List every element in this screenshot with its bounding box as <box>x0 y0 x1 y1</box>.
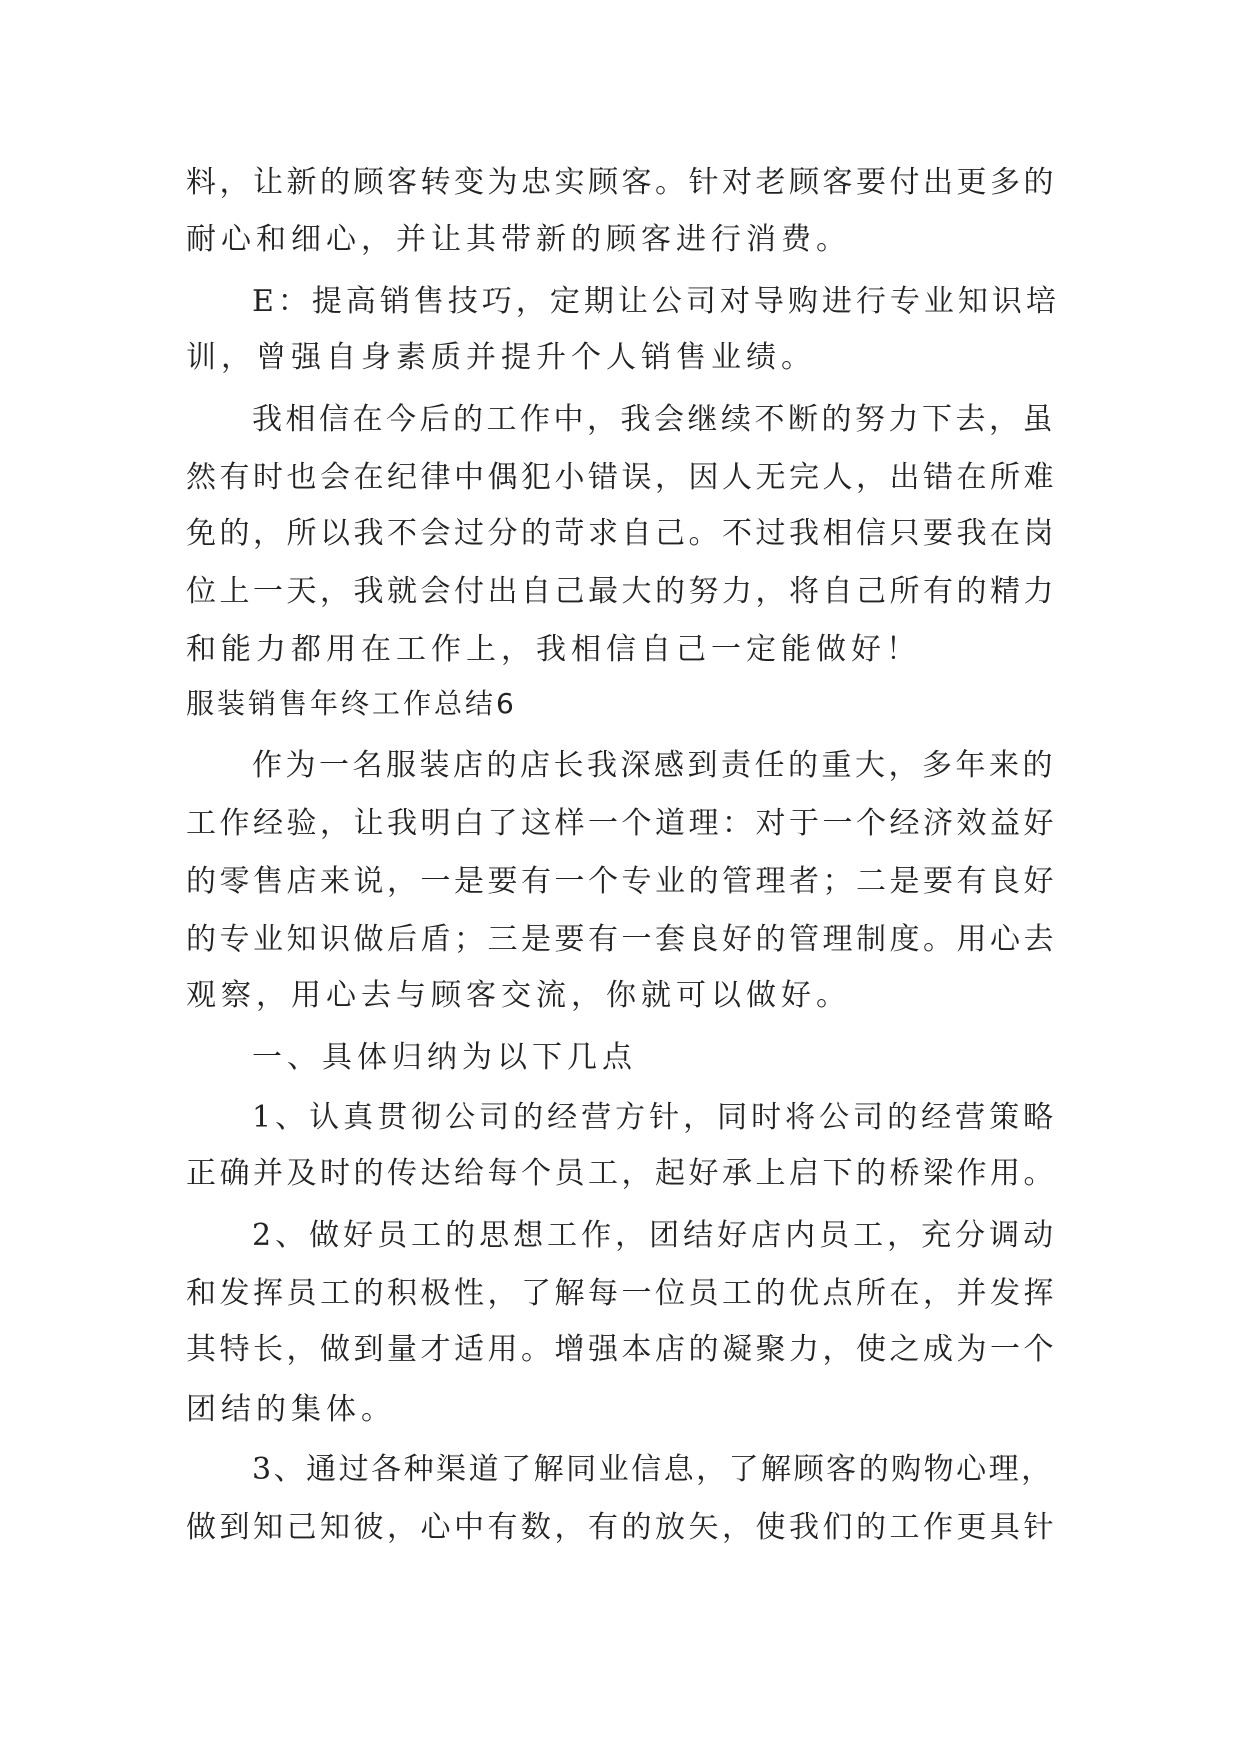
text-line: 作为一名服装店的店长我深感到责任的重大，多年来的 <box>252 748 1056 783</box>
text-line: 我相信在今后的工作中，我会继续不断的努力下去，虽 <box>252 402 1056 437</box>
text-line: 位上一天，我就会付出自己最大的努力，将自己所有的精力 <box>186 574 1057 609</box>
text-line: 2、做好员工的思想工作，团结好店内员工，充分调动 <box>252 1218 1058 1253</box>
text-line: 和能力都用在工作上，我相信自己一定能做好！ <box>186 632 921 667</box>
text-line: 的零售店来说，一是要有一个专业的管理者；二是要有良好 <box>186 864 1057 899</box>
text-line: E：提高销售技巧，定期让公司对导购进行专业知识培 <box>252 284 1060 319</box>
section-heading: 服装销售年终工作总结6 <box>186 687 517 720</box>
text-line: 1、认真贯彻公司的经营方针，同时将公司的经营策略 <box>252 1100 1058 1135</box>
text-line: 耐心和细心，并让其带新的顾客进行消费。 <box>186 222 851 257</box>
text-line: 团结的集体。 <box>186 1392 396 1427</box>
text-line: 的专业知识做后盾；三是要有一套良好的管理制度。用心去 <box>186 922 1057 957</box>
text-line: 料，让新的顾客转变为忠实顾客。针对老顾客要付出更多的 <box>186 165 1057 200</box>
text-line: 做到知己知彼，心中有数，有的放矢，使我们的工作更具针 <box>186 1510 1057 1545</box>
text-line: 然有时也会在纪律中偶犯小错误，因人无完人，出错在所难 <box>186 460 1057 495</box>
subheading: 一、具体归纳为以下几点 <box>252 1040 637 1075</box>
text-line: 其特长，做到量才适用。增强本店的凝聚力，使之成为一个 <box>186 1332 1057 1367</box>
text-line: 和发挥员工的积极性，了解每一位员工的优点所在，并发挥 <box>186 1276 1057 1311</box>
text-line: 工作经验，让我明白了这样一个道理：对于一个经济效益好 <box>186 806 1057 841</box>
text-line: 正确并及时的传达给每个员工，起好承上启下的桥梁作用。 <box>186 1156 1057 1191</box>
text-line: 观察，用心去与顾客交流，你就可以做好。 <box>186 978 851 1013</box>
text-line: 免的，所以我不会过分的苛求自己。不过我相信只要我在岗 <box>186 516 1057 551</box>
text-line: 训，曾强自身素质并提升个人销售业绩。 <box>186 340 816 375</box>
text-line: 3、通过各种渠道了解同业信息，了解顾客的购物心理， <box>252 1452 1054 1487</box>
